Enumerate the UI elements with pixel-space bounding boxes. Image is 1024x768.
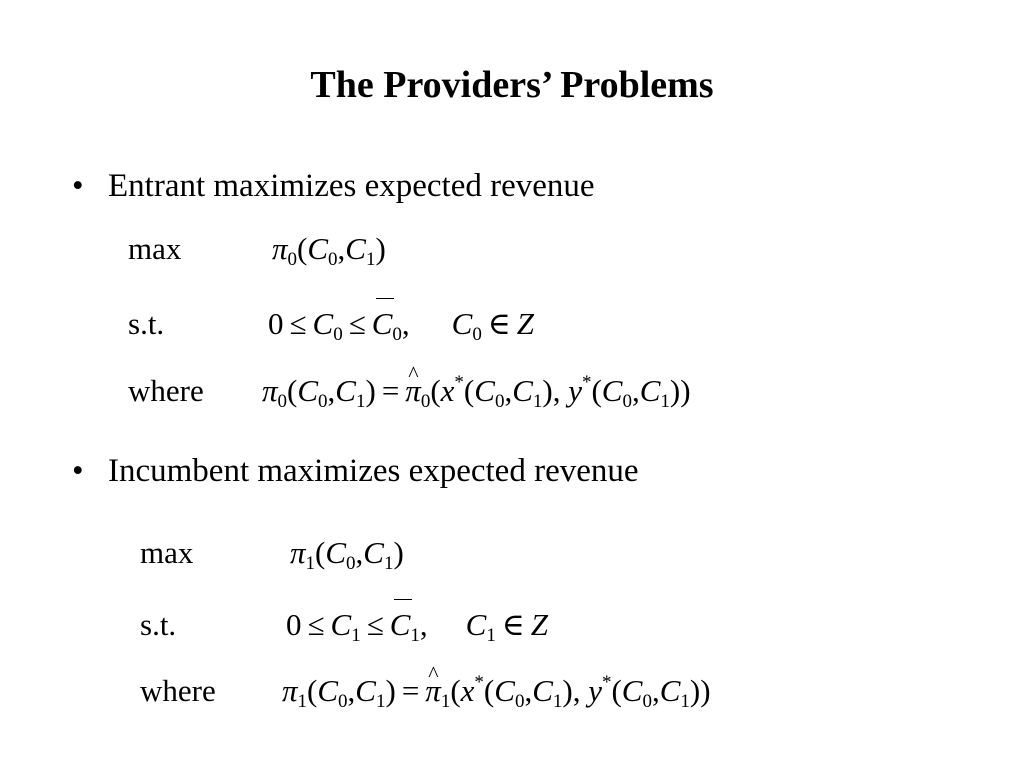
bullet-incumbent [72,451,639,491]
slide-title: The Providers’ Problems [310,64,714,106]
bullet-dot: • [72,168,84,204]
entrant-objective: $\pi_0(C_0,C_1)$ [272,231,386,270]
incumbent-objective: $\pi_1(C_0,C_1)$ [290,535,404,574]
incumbent-bullet-text: Incumbent maximizes expected revenue [108,453,639,489]
incumbent-definition: $\pi_1(C_0,C_1) = \pi$ $\^{}_1(x^*(C_0,C_1)$, $y^*(C_0,C_1)$) [282,672,711,710]
incumbent-constraint: $0 \le C_1 \le C_1$, $C_1$ ∈ Z [286,607,549,646]
bullet-dot: • [72,453,84,489]
entrant-bullet-text: Entrant maximizes expected revenue [108,168,595,204]
entrant-max-label: max [128,231,182,266]
entrant-constraint: $0 \le C_0 \le C_0$, $C_0$ ∈ Z [268,306,535,345]
entrant-st-label: s.t. [128,306,165,341]
entrant-where-label: where [128,373,204,408]
incumbent-where-label: where [140,673,216,708]
entrant-definition: $\pi_0(C_0,C_1) = \pi$ $\^{}_0(x^*(C_0,C_1)$, $y^*(C_0,C_1)$) [262,372,691,410]
incumbent-max-label: max [140,535,194,570]
bullet-entrant [72,166,595,206]
incumbent-st-label: s.t. [140,607,177,642]
